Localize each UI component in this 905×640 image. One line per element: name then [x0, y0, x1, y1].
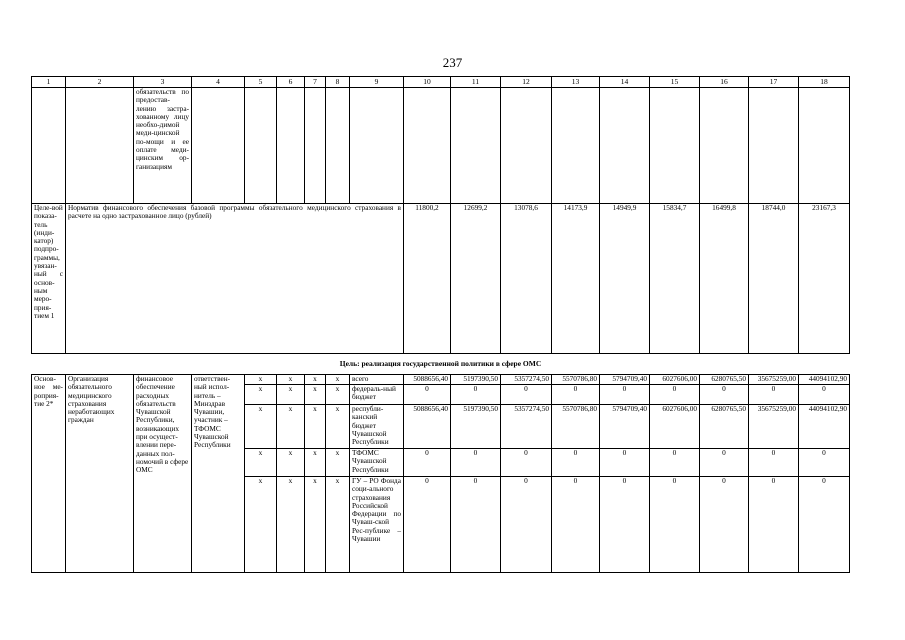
code-cell: х: [277, 375, 305, 385]
value-cell: 0: [749, 477, 799, 573]
value-cell: 5570786,80: [552, 405, 600, 449]
measure-label: Основ-ное ме-роприя-тие 2*: [32, 375, 66, 573]
budget-table: [31, 76, 850, 573]
section-row: [32, 354, 850, 375]
value-cell: 0: [749, 385, 799, 405]
indicator-value: 23167,3: [799, 204, 850, 354]
col-header: 4: [192, 77, 245, 88]
code-cell: х: [277, 405, 305, 449]
value-cell: 5357274,50: [501, 405, 552, 449]
value-cell: 5794709,40: [600, 375, 650, 385]
page-number: 237: [442, 55, 463, 70]
value-cell: 5197390,50: [451, 405, 501, 449]
funding-source: ТФОМС Чувашской Республики: [350, 449, 404, 477]
column-number-row: [32, 77, 850, 88]
value-cell: 0: [451, 385, 501, 405]
value-cell: 0: [799, 449, 850, 477]
value-cell: 0: [600, 449, 650, 477]
code-cell: х: [305, 375, 326, 385]
indicator-value: 16499,8: [700, 204, 749, 354]
value-cell: 0: [501, 449, 552, 477]
value-cell: 6280765,50: [700, 405, 749, 449]
measure-row: [32, 375, 850, 385]
indicator-value: 15834,7: [650, 204, 700, 354]
section-title: Цель: реализация государственной политики в сфере ОМС: [32, 354, 850, 375]
value-cell: 0: [600, 477, 650, 573]
col-header: 3: [134, 77, 192, 88]
value-cell: 5088656,40: [404, 405, 451, 449]
code-cell: х: [245, 477, 277, 573]
value-cell: 5088656,40: [404, 375, 451, 385]
indicator-value: 14173,9: [552, 204, 600, 354]
col-header: 14: [600, 77, 650, 88]
value-cell: 44094102,90: [799, 405, 850, 449]
code-cell: х: [305, 449, 326, 477]
indicator-label: Целе-вой показа-тель (инди-катор) подпро-граммы, увязан-ный с основ-ным меро-прия-тием 1: [32, 204, 66, 354]
col-header: 10: [404, 77, 451, 88]
indicator-value: 14949,9: [600, 204, 650, 354]
indicator-value: 11800,2: [404, 204, 451, 354]
value-cell: 6280765,50: [700, 375, 749, 385]
value-cell: 0: [552, 385, 600, 405]
value-cell: 6027606,00: [650, 405, 700, 449]
code-cell: х: [305, 477, 326, 573]
measure-name: Организация обязательного медицинского страхования неработающих граждан: [66, 375, 134, 573]
col-header: 6: [277, 77, 305, 88]
funding-source: ГУ – РО Фонда соци-ального страхования Российской Федерации по Чуваш-ской Рес-публике – Чувашии: [350, 477, 404, 573]
value-cell: 0: [600, 385, 650, 405]
value-cell: 44094102,90: [799, 375, 850, 385]
value-cell: 0: [799, 477, 850, 573]
indicator-value: 13078,6: [501, 204, 552, 354]
value-cell: 0: [700, 449, 749, 477]
value-cell: 6027606,00: [650, 375, 700, 385]
value-cell: 5570786,80: [552, 375, 600, 385]
code-cell: х: [326, 375, 350, 385]
col-header: 7: [305, 77, 326, 88]
indicator-name: Норматив финансового обеспечения базовой программы обязательного медицинского страхования в расчете на одно застрахованное лицо (рублей): [66, 204, 404, 354]
indicator-row: [32, 204, 850, 354]
value-cell: 0: [404, 477, 451, 573]
value-cell: 0: [404, 449, 451, 477]
value-cell: 0: [451, 449, 501, 477]
value-cell: 0: [501, 477, 552, 573]
col-header: 16: [700, 77, 749, 88]
value-cell: 0: [552, 449, 600, 477]
continuation-row: [32, 88, 850, 204]
code-cell: х: [277, 449, 305, 477]
value-cell: 0: [404, 385, 451, 405]
indicator-value: 18744,0: [749, 204, 799, 354]
indicator-value: 12699,2: [451, 204, 501, 354]
value-cell: 5197390,50: [451, 375, 501, 385]
col-header: 2: [66, 77, 134, 88]
value-cell: 0: [552, 477, 600, 573]
code-cell: х: [245, 449, 277, 477]
code-cell: х: [245, 385, 277, 405]
code-cell: х: [326, 477, 350, 573]
value-cell: 0: [451, 477, 501, 573]
code-cell: х: [277, 477, 305, 573]
col-header: 11: [451, 77, 501, 88]
funding-source: федераль-ный бюджет: [350, 385, 404, 405]
value-cell: 0: [749, 449, 799, 477]
value-cell: 5357274,50: [501, 375, 552, 385]
code-cell: х: [245, 405, 277, 449]
col-header: 17: [749, 77, 799, 88]
col-header: 15: [650, 77, 700, 88]
value-cell: 0: [650, 449, 700, 477]
value-cell: 0: [799, 385, 850, 405]
value-cell: 35675259,00: [749, 405, 799, 449]
value-cell: 0: [501, 385, 552, 405]
measure-responsible: ответствен-ный испол-нитель – Минздрав Чувашии, участник – ТФОМС Чувашской Республики: [192, 375, 245, 573]
code-cell: х: [245, 375, 277, 385]
funding-source: республи-канский бюджет Чувашской Республики: [350, 405, 404, 449]
col-header: 5: [245, 77, 277, 88]
value-cell: 0: [650, 477, 700, 573]
continuation-description: обязательств по предостав-лению застра-хованному лицу необхо-димой меди-цинской по-мощи и ее оплате меди-цинским ор-ганизациям: [134, 88, 192, 204]
col-header: 9: [350, 77, 404, 88]
col-header: 8: [326, 77, 350, 88]
value-cell: 0: [700, 385, 749, 405]
code-cell: х: [305, 405, 326, 449]
col-header: 12: [501, 77, 552, 88]
value-cell: 0: [700, 477, 749, 573]
measure-description: финансовое обеспечение расходных обязательств Чувашской Республики, возникающих при осущест-влении пере-данных пол-номочий в сфере ОМС: [134, 375, 192, 573]
funding-source: всего: [350, 375, 404, 385]
value-cell: 35675259,00: [749, 375, 799, 385]
code-cell: х: [277, 385, 305, 405]
col-header: 18: [799, 77, 850, 88]
code-cell: х: [326, 385, 350, 405]
code-cell: х: [305, 385, 326, 405]
code-cell: х: [326, 449, 350, 477]
col-header: 1: [32, 77, 66, 88]
code-cell: х: [326, 405, 350, 449]
value-cell: 5794709,40: [600, 405, 650, 449]
value-cell: 0: [650, 385, 700, 405]
col-header: 13: [552, 77, 600, 88]
